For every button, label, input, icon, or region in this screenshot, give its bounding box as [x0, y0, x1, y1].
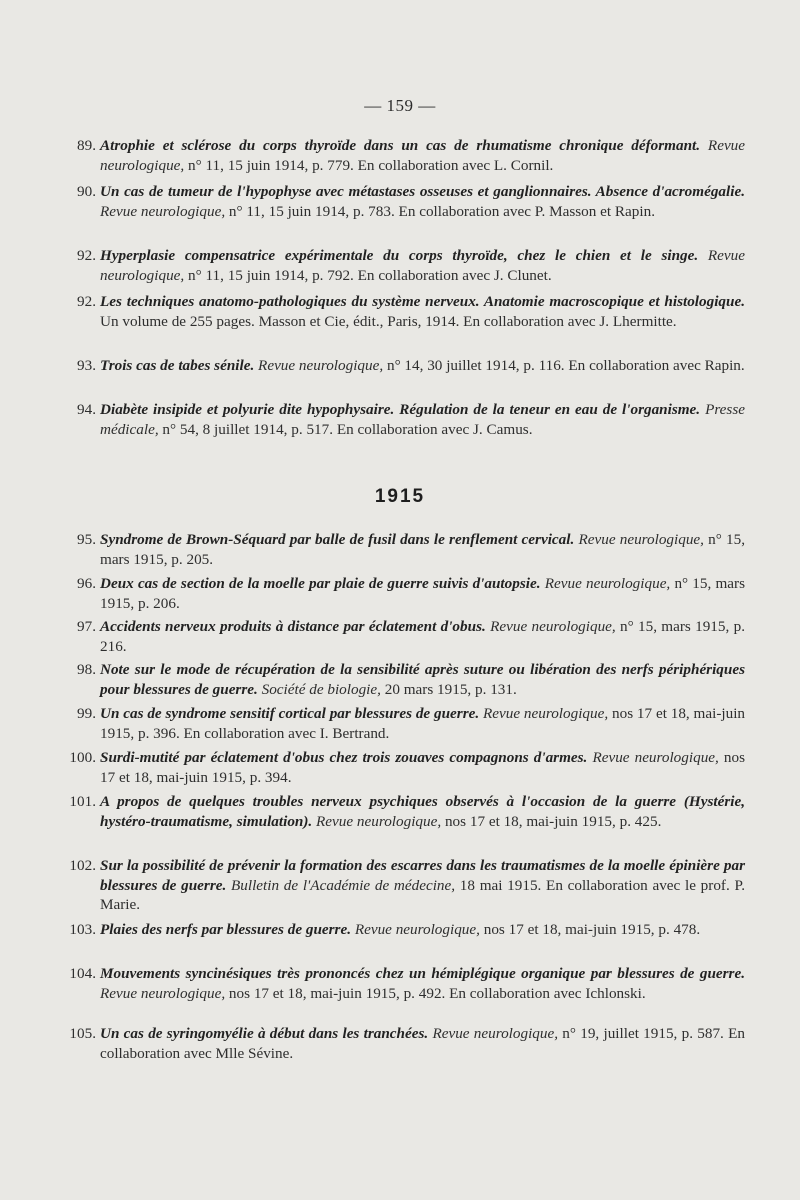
- entry-details: 18 mai 1915. En collaboration avec le prof. P. Marie.: [100, 876, 746, 913]
- entry-details: nos 17 et 18, mai-juin 1915, p. 425.: [444, 812, 662, 830]
- bibliography-entry: [77, 704, 746, 743]
- entry-details: nos 17 et 18, mai-juin 1915, p. 396. En collaboration avec I. Bertrand.: [100, 705, 746, 742]
- entry-details: 20 mars 1915, p. 131.: [384, 680, 517, 698]
- entry-number: 103.: [69, 921, 96, 938]
- bibliography-entry: [69, 1024, 745, 1063]
- entry-journal: Revue neurologique,: [100, 984, 226, 1002]
- entry-number: 102.: [69, 857, 96, 874]
- entry-number: 97.: [77, 618, 96, 635]
- entry-journal: Revue neurologique,: [100, 247, 745, 284]
- bibliography-entry: [77, 292, 745, 331]
- entry-number: 93.: [77, 357, 96, 374]
- entry-number: 94.: [77, 401, 96, 418]
- entry-number: 90.: [77, 183, 96, 200]
- entry-journal: Revue neurologique,: [592, 749, 719, 766]
- entry-journal: Revue neurologique,: [100, 202, 226, 220]
- bibliography-entry: [69, 920, 745, 940]
- entry-details: n° 54, 8 juillet 1914, p. 517. En collaboration avec J. Camus.: [162, 420, 533, 438]
- entry-number: 92.: [77, 247, 96, 264]
- page-number: — 159 —: [364, 96, 436, 115]
- entry-number: 96.: [77, 575, 96, 592]
- entry-details: nos 17 et 18, mai-juin 1915, p. 492. En collaboration avec Ichlonski.: [228, 984, 646, 1002]
- entry-title: Un cas de syndrome sensitif cortical par blessures de guerre.: [100, 705, 480, 722]
- entry-title: Diabète insipide et polyurie dite hypophysaire. Régulation de la teneur en eau de l'organisme.: [100, 401, 701, 418]
- entry-journal: Revue neurologique,: [100, 137, 746, 174]
- bibliography-entry: [69, 856, 746, 915]
- entry-number: 92.: [77, 293, 96, 310]
- bibliography-entry: [77, 182, 745, 221]
- entry-title: Plaies des nerfs par blessures de guerre.: [100, 921, 352, 938]
- bibliography-entry: [77, 246, 745, 285]
- entry-number: 105.: [69, 1025, 96, 1042]
- entry-number: 89.: [77, 137, 96, 154]
- entry-journal: Bulletin de l'Académie de médecine,: [231, 876, 456, 894]
- entry-number: 104.: [69, 965, 96, 982]
- entry-journal: Revue neurologique,: [578, 531, 704, 548]
- entry-details: Un volume de 255 pages. Masson et Cie, édit., Paris, 1914. En collaboration avec J. Lhermitte.: [100, 312, 677, 330]
- entry-details: nos 17 et 18, mai-juin 1915, p. 394.: [100, 749, 746, 786]
- entry-number: 100.: [69, 749, 96, 766]
- entry-journal: Société de biologie,: [261, 680, 381, 698]
- entry-number: 101.: [69, 793, 96, 810]
- entry-title: Hyperplasie compensatrice expérimentale du corps thyroïde, chez le chien et le singe.: [100, 247, 699, 264]
- entry-details: n° 15, mars 1915, p. 205.: [100, 531, 745, 568]
- entry-number: 99.: [77, 705, 96, 722]
- entry-title: Trois cas de tabes sénile.: [100, 357, 255, 374]
- entry-title: Deux cas de section de la moelle par plaie de guerre suivis d'autopsie.: [100, 575, 541, 592]
- entry-journal: Revue neurologique,: [490, 618, 616, 635]
- entry-title: Note sur le mode de récupération de la sensibilité après suture ou libération des nerfs périphériques pour blessures de guerre.: [100, 661, 745, 698]
- bibliography-entry: [69, 792, 745, 831]
- entry-title: Mouvements syncinésiques très prononcés chez un hémiplégique organique par blessures de guerre.: [100, 965, 745, 982]
- entry-journal: Revue neurologique,: [316, 812, 442, 830]
- entry-title: Atrophie et sclérose du corps thyroïde dans un cas de rhumatisme chronique déformant.: [100, 137, 701, 154]
- entry-details: n° 11, 15 juin 1914, p. 779. En collaboration avec L. Cornil.: [188, 156, 554, 174]
- bibliography-entry: [69, 748, 746, 787]
- entry-details: n° 11, 15 juin 1914, p. 792. En collaboration avec J. Clunet.: [188, 266, 552, 284]
- entry-details: n° 11, 15 juin 1914, p. 783. En collaboration avec P. Masson et Rapin.: [228, 202, 655, 220]
- entry-journal: Revue neurologique,: [544, 575, 671, 592]
- entry-title: Syndrome de Brown-Séquard par balle de fusil dans le renflement cervical.: [100, 531, 575, 548]
- bibliography-entry: [69, 964, 745, 1003]
- entry-journal: Revue neurologique,: [354, 921, 480, 938]
- year-heading: 1915: [374, 486, 426, 507]
- entry-details: n° 14, 30 juillet 1914, p. 116. En collaboration avec Rapin.: [386, 357, 745, 374]
- bibliography-entry: [77, 400, 745, 439]
- entry-journal: Revue neurologique,: [483, 705, 609, 722]
- entry-journal: Presse médicale,: [100, 401, 745, 438]
- entry-journal: Revue neurologique,: [432, 1025, 559, 1042]
- entry-title: Accidents nerveux produits à distance par éclatement d'obus.: [100, 618, 486, 635]
- entry-details: n° 15, mars 1915, p. 206.: [100, 575, 745, 612]
- entry-title: Les techniques anatomo-pathologiques du système nerveux. Anatomie macroscopique et histologique.: [100, 293, 745, 310]
- entry-title: Surdi-mutité par éclatement d'obus chez trois zouaves compagnons d'armes.: [100, 749, 588, 766]
- bibliography-entry: [77, 574, 745, 613]
- bibliography-entry: [77, 660, 745, 699]
- entry-journal: Revue neurologique,: [258, 357, 384, 374]
- bibliography-entry: [77, 136, 746, 175]
- entry-details: nos 17 et 18, mai-juin 1915, p. 478.: [483, 921, 701, 938]
- bibliography-entry: [77, 530, 745, 569]
- entry-title: Un cas de syringomyélie à début dans les tranchées.: [100, 1025, 429, 1042]
- bibliography-entry: [77, 356, 745, 376]
- entry-title: Sur la possibilité de prévenir la formation des escarres dans les traumatismes de la moelle épinière par blessures de guerre.: [100, 857, 745, 894]
- entry-title: A propos de quelques troubles nerveux psychiques observés à l'occasion de la guerre (Hystérie, hystéro-traumatisme, simulation).: [100, 793, 745, 830]
- entry-number: 98.: [77, 661, 96, 678]
- bibliography-entry: [77, 617, 745, 656]
- entry-details: n° 15, mars 1915, p. 216.: [100, 618, 745, 655]
- entry-details: n° 19, juillet 1915, p. 587. En collaboration avec Mlle Sévine.: [100, 1025, 745, 1062]
- entry-title: Un cas de tumeur de l'hypophyse avec métastases osseuses et ganglionnaires. Absence d'acromégalie.: [100, 183, 745, 200]
- entry-number: 95.: [77, 531, 96, 548]
